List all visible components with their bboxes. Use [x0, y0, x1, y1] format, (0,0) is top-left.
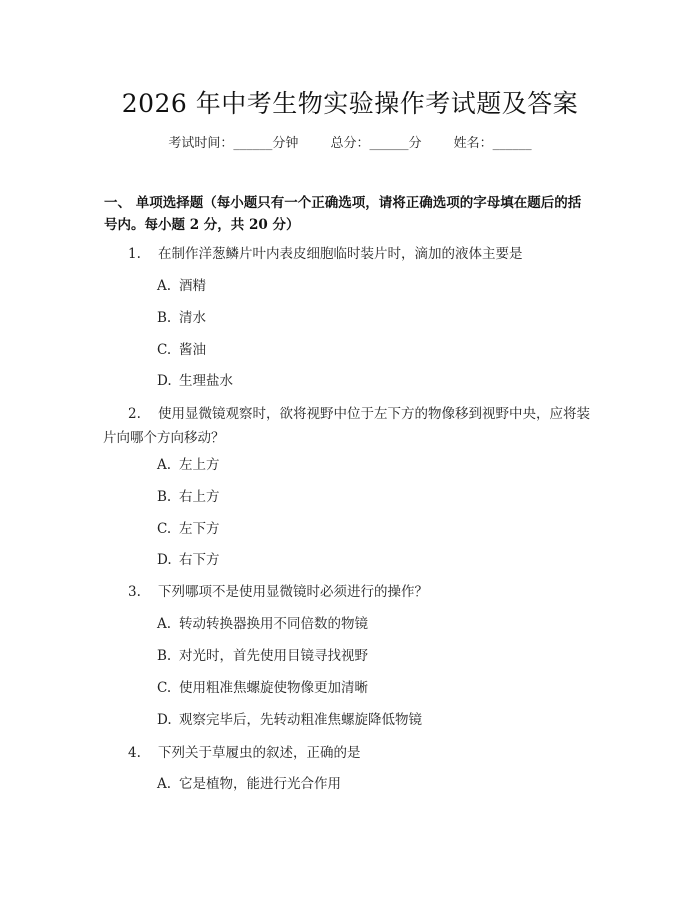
- student-name-field: 姓名：______: [453, 136, 532, 151]
- option-text: 左下方: [179, 521, 220, 537]
- question-text: 下列哪项不是使用显微镜时必须进行的操作？: [158, 584, 428, 600]
- option-3c: [157, 678, 368, 698]
- option-text: 观察完毕后，先转动粗准焦螺旋降低物镜: [179, 712, 422, 728]
- option-2d: [157, 550, 220, 570]
- option-1d: [157, 371, 233, 391]
- exam-meta: [0, 132, 700, 151]
- option-3b: [157, 646, 368, 666]
- option-text: 对光时，首先使用目镜寻找视野: [179, 648, 368, 664]
- question-text-line-2: 片向哪个方向移动？: [103, 430, 225, 446]
- total-score-field: 总分：______分: [330, 136, 422, 151]
- page-title: 2026 年中考生物实验操作考试题及答案: [121, 89, 579, 118]
- option-text: 右下方: [179, 552, 220, 568]
- option-1b: [157, 308, 206, 328]
- option-2b: [157, 487, 220, 507]
- section-heading-line-2: 号内。每小题 2 分，共 20 分）: [104, 217, 300, 233]
- option-text: 使用粗准焦螺旋使物像更加清晰: [179, 680, 368, 696]
- option-3a: [157, 614, 368, 634]
- exam-time-field: 考试时间：______分钟: [168, 136, 299, 151]
- option-1a: [157, 276, 206, 296]
- option-4a: [157, 774, 341, 794]
- option-letter: C.: [157, 342, 172, 358]
- option-letter: C.: [157, 680, 172, 696]
- option-letter: D.: [157, 552, 172, 568]
- option-text: 转动转换器换用不同倍数的物镜: [179, 616, 368, 632]
- question-2: [103, 402, 608, 450]
- question-text: 在制作洋葱鳞片叶内表皮细胞临时装片时，滴加的液体主要是: [158, 246, 523, 262]
- option-text: 左上方: [179, 457, 220, 473]
- question-number: 2.: [128, 406, 141, 422]
- option-text: 酒精: [179, 278, 206, 294]
- option-letter: A.: [157, 776, 172, 792]
- option-letter: B.: [157, 310, 172, 326]
- question-number: 4.: [128, 745, 141, 761]
- option-letter: A.: [157, 616, 172, 632]
- option-text: 酱油: [179, 342, 206, 358]
- option-text: 生理盐水: [179, 373, 233, 389]
- option-text: 右上方: [179, 489, 220, 505]
- option-letter: C.: [157, 521, 172, 537]
- option-letter: D.: [157, 373, 172, 389]
- option-text: 清水: [179, 310, 206, 326]
- section-heading: [104, 192, 600, 236]
- option-2c: [157, 519, 220, 539]
- question-text-line-1: 使用显微镜观察时，欲将视野中位于左下方的物像移到视野中央，应将装: [158, 406, 590, 422]
- option-2a: [157, 455, 220, 475]
- section-heading-line-1: 一、 单项选择题（每小题只有一个正确选项，请将正确选项的字母填在题后的括: [104, 195, 582, 211]
- question-3: [128, 580, 608, 604]
- question-4: [128, 741, 608, 765]
- option-letter: A.: [157, 457, 172, 473]
- option-1c: [157, 340, 206, 360]
- option-letter: D.: [157, 712, 172, 728]
- option-text: 它是植物，能进行光合作用: [179, 776, 341, 792]
- question-text: 下列关于草履虫的叙述，正确的是: [158, 745, 361, 761]
- question-number: 1.: [128, 246, 141, 262]
- option-letter: A.: [157, 278, 172, 294]
- option-3d: [157, 710, 422, 730]
- question-number: 3.: [128, 584, 141, 600]
- option-letter: B.: [157, 489, 172, 505]
- question-1: [128, 242, 608, 266]
- option-letter: B.: [157, 648, 172, 664]
